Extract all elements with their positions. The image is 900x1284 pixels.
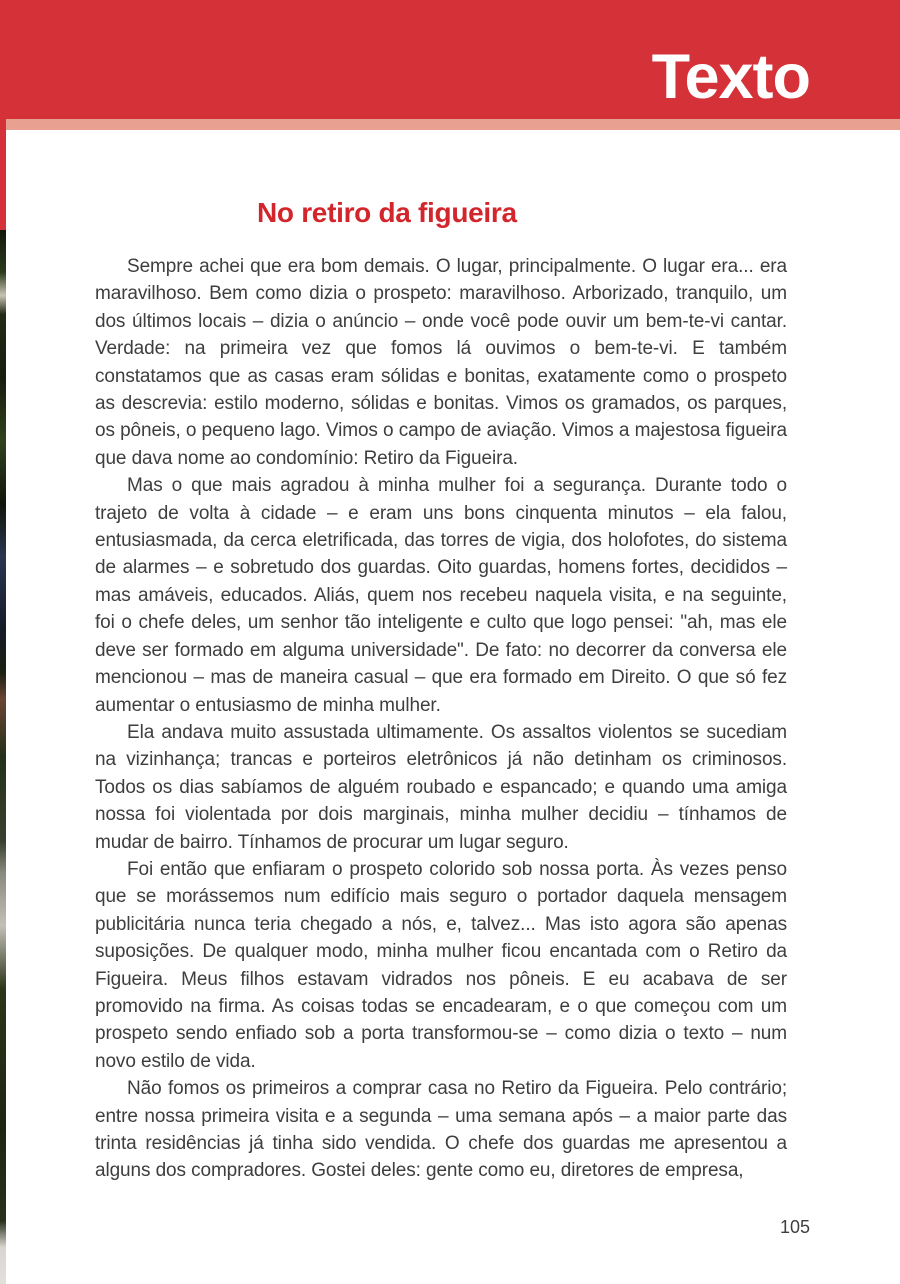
left-edge-photo-strip [0, 230, 6, 1284]
article-paragraph: Sempre achei que era bom demais. O lugar, principalmente. O lugar era... era maravilhoso. Bem como dizia o prospeto: maravilhoso. Arborizado, tranquilo, um dos últimos locais – dizia o anúncio – onde você pode ouvir um bem-te-vi cantar. Verdade: na primeira vez que fomos lá ouvimos o bem-te-vi. E também constatamos que as casas eram sólidas e bonitas, exatamente como o prospeto as descrevia: estilo moderno, sólidas e bonitas. Vimos os gramados, os parques, os pôneis, o pequeno lago. Vimos o campo de aviação. Vimos a majestosa figueira que dava nome ao condomínio: Retiro da Figueira. [95, 256, 787, 469]
chapter-header-band [0, 0, 900, 119]
article-paragraph: Foi então que enfiaram o prospeto colorido sob nossa porta. Às vezes penso que se morássemos num edifício mais seguro o portador daquela mensagem publicitária nunca teria chegado a nós, e, talvez... Mas isto agora são apenas suposições. De qualquer modo, minha mulher ficou encantada com o Retiro da Figueira. Meus filhos estavam vidrados nos pôneis. E eu acabava de ser promovido na firma. As coisas todas se encadearam, e o que começou com um prospeto sendo enfiado sob a porta transformou-se – como dizia o texto – num novo estilo de vida. [95, 858, 787, 1072]
article-paragraph: Ela andava muito assustada ultimamente. Os assaltos violentos se sucediam na vizinhança; trancas e porteiros eletrônicos já não detinham os criminosos. Todos os dias sabíamos de alguém roubado e espancado; e quando uma amiga nossa foi violentada por dois marginais, minha mulher decidiu – tínhamos de mudar de bairro. Tínhamos de procurar um lugar seguro. [95, 721, 787, 853]
article-paragraph: Mas o que mais agradou à minha mulher foi a segurança. Durante todo o trajeto de volta à cidade – e eram uns bons cinquenta minutos – ela falou, entusiasmada, da cerca eletrificada, das torres de vigia, dos holofotes, do sistema de alarmes – e sobretudo dos guardas. Oito guardas, homens fortes, decididos – mas amáveis, educados. Aliás, quem nos recebeu naquela visita, e na seguinte, foi o chefe deles, um senhor tão inteligente e culto que logo pensei: "ah, mas ele deve ser formado em alguma universidade". De fato: no decorrer da conversa ele mencionou – mas de maneira casual – que era formado em Direito. O que só fez aumentar o entusiasmo de minha mulher. [95, 475, 787, 716]
article-title: No retiro da figueira [257, 197, 517, 228]
salmon-divider [6, 119, 900, 130]
left-edge-red-strip [0, 119, 6, 230]
page-number: 105 [779, 1217, 810, 1237]
article-paragraph: Não fomos os primeiros a comprar casa no Retiro da Figueira. Pelo contrário; entre nossa primeira visita e a segunda – uma semana após – a maior parte das trinta residências já tinha sido vendida. O chefe dos guardas me apresentou a alguns dos compradores. Gostei deles: gente como eu, diretores de empresa, [95, 1078, 787, 1182]
chapter-section-label: Texto [651, 42, 810, 112]
article-body [95, 253, 787, 1185]
